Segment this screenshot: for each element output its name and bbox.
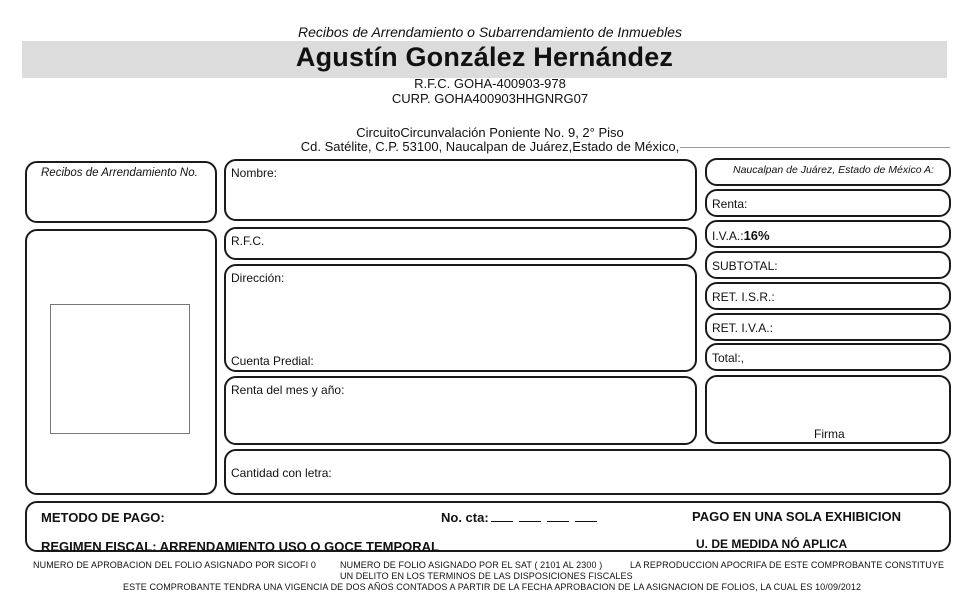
iva-label-text: I.V.A.: <box>712 229 744 243</box>
renta-field[interactable] <box>705 189 951 217</box>
receipt-number-box[interactable] <box>25 161 217 223</box>
cuenta-predial-label: Cuenta Predial: <box>231 354 314 368</box>
total-field[interactable] <box>705 343 951 371</box>
place-date-field[interactable] <box>705 158 951 186</box>
place-date-label: Naucalpan de Juárez, Estado de México A: <box>733 164 934 176</box>
cta-blank-2[interactable] <box>519 511 541 522</box>
receipt-number-label: Recibos de Arrendamiento No. <box>41 167 198 179</box>
cta-blank-1[interactable] <box>491 511 513 522</box>
ret-iva-label: RET. I.V.A.: <box>712 321 773 335</box>
regimen-fiscal-label: REGIMEN FISCAL: ARRENDAMIENTO USO O GOCE TEMPORAL <box>41 539 439 554</box>
owner-address-line2: Cd. Satélite, C.P. 53100, Naucalpan de Juárez,Estado de México, <box>300 139 680 154</box>
no-cta-text: No. cta: <box>441 510 489 525</box>
subtotal-field[interactable] <box>705 251 951 279</box>
footer-folio: NUMERO DE FOLIO ASIGNADO POR EL SAT ( 2101 AL 2300 ) <box>340 560 603 570</box>
photo-placeholder <box>50 304 190 434</box>
cta-blank-3[interactable] <box>547 511 569 522</box>
no-cta-label <box>441 510 597 525</box>
unidad-medida-label: U. DE MEDIDA NÓ APLICA <box>696 537 848 551</box>
cta-blank-4[interactable] <box>575 511 597 522</box>
firma-label: Firma <box>814 427 845 441</box>
footer-aprobacion: NUMERO DE APROBACION DEL FOLIO ASIGNADO POR SICOFI 0 <box>33 560 316 570</box>
renta-label: Renta: <box>712 197 748 211</box>
cantidad-letra-label: Cantidad con letra: <box>231 466 332 480</box>
payment-box <box>25 501 951 552</box>
iva-field[interactable] <box>705 220 951 248</box>
firma-field[interactable] <box>705 375 951 444</box>
ret-iva-field[interactable] <box>705 313 951 341</box>
cantidad-letra-field[interactable] <box>224 449 951 495</box>
total-label: Total:, <box>712 351 745 365</box>
owner-address-line1: CircuitoCircunvalación Poniente No. 9, 2° Piso <box>356 125 624 140</box>
form-heading: Recibos de Arrendamiento o Subarrendamiento de Inmuebles <box>298 24 682 40</box>
iva-label <box>712 228 770 243</box>
footer-delito: UN DELITO EN LOS TERMINOS DE LAS DISPOSICIONES FISCALES <box>340 571 633 581</box>
owner-rfc: R.F.C. GOHA-400903-978 <box>414 76 566 91</box>
ret-isr-field[interactable] <box>705 282 951 310</box>
owner-name: Agustín González Hernández <box>295 42 674 72</box>
pago-exhibicion-label: PAGO EN UNA SOLA EXHIBICION <box>692 509 901 524</box>
direccion-field[interactable] <box>224 264 697 372</box>
rfc-label: R.F.C. <box>231 234 265 248</box>
renta-mes-label: Renta del mes y año: <box>231 383 345 397</box>
nombre-label: Nombre: <box>231 166 278 180</box>
direccion-label: Dirección: <box>231 271 285 285</box>
metodo-pago-label: METODO DE PAGO: <box>41 510 165 525</box>
owner-curp: CURP. GOHA400903HHGNRG07 <box>391 91 589 106</box>
iva-rate: 16% <box>743 228 770 243</box>
footer-reproduccion: LA REPRODUCCION APOCRIFA DE ESTE COMPROBANTE CONSTITUYE <box>630 560 945 570</box>
ret-isr-label: RET. I.S.R.: <box>712 290 775 304</box>
subtotal-label: SUBTOTAL: <box>712 259 778 273</box>
renta-mes-field[interactable] <box>224 376 697 445</box>
nombre-field[interactable] <box>224 159 697 221</box>
header-rule <box>680 147 950 148</box>
rfc-field[interactable] <box>224 227 697 260</box>
footer-vigencia: ESTE COMPROBANTE TENDRA UNA VIGENCIA DE DOS AÑOS CONTADOS A PARTIR DE LA FECHA APROBACION DE LA ASIGNACION DE FOLIOS, LA CUAL ES 10/09/2012 <box>123 582 862 592</box>
